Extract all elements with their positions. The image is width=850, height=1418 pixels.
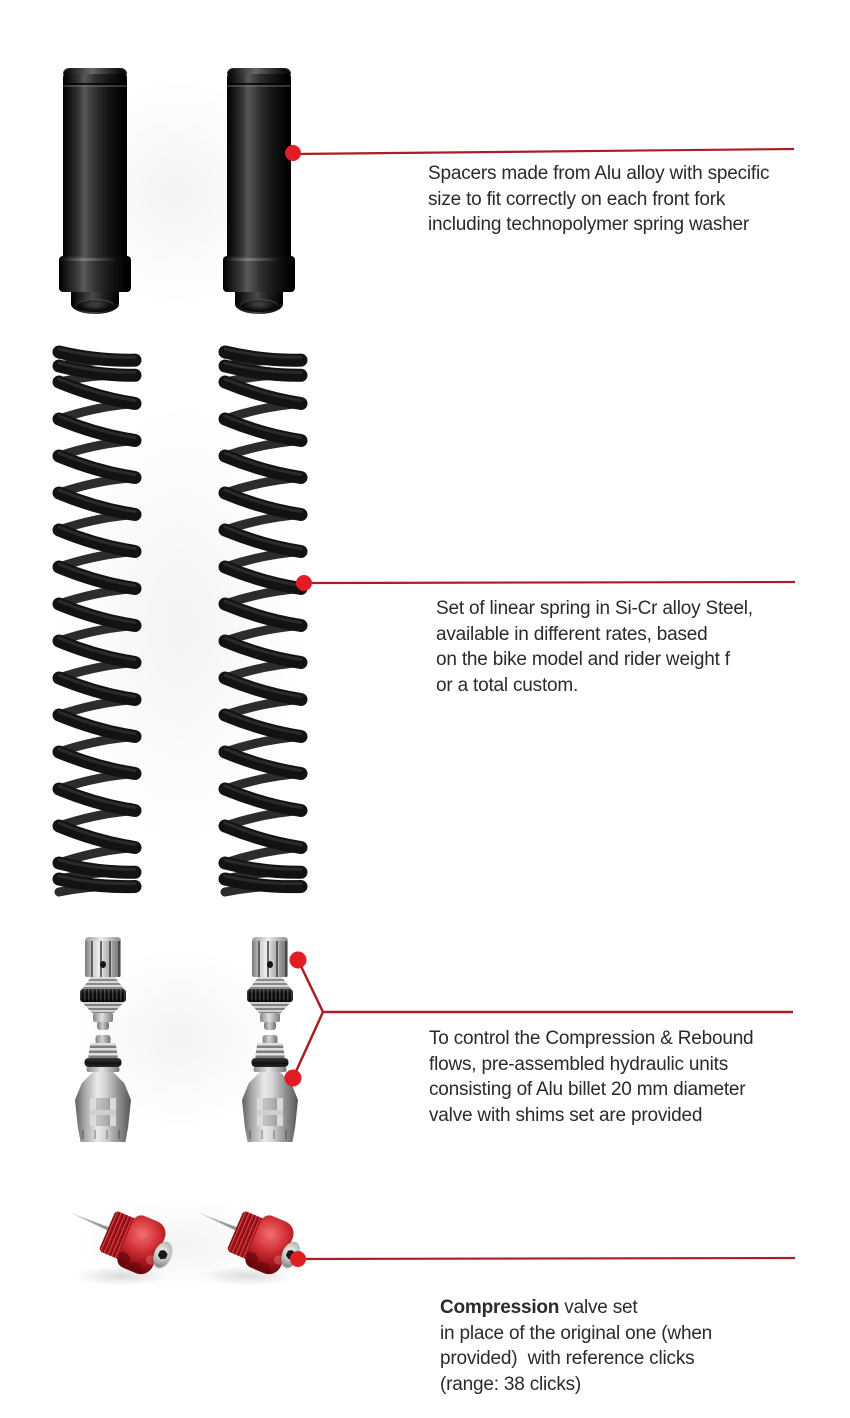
- callout-text-line: Spacers made from Alu alloy with specific: [428, 163, 770, 184]
- callout-text-line: size to fit correctly on each front fork: [428, 188, 726, 210]
- callout-text-line: including technopolymer spring washer: [428, 214, 750, 235]
- callout-text-line: flows, pre-assembled hydraulic units: [429, 1053, 729, 1075]
- callout-text-line: or a total custom.: [436, 674, 579, 696]
- callout-line-compression-valves: [290, 1251, 795, 1267]
- callout-text-compression-valves: [440, 1295, 712, 1397]
- callout-text-line: available in different rates, based: [436, 623, 708, 645]
- callout-text-line: To control the Compression & Rebound: [429, 1028, 754, 1049]
- callout-text-line: in place of the original one (when: [440, 1322, 713, 1344]
- callout-text-spacers: [428, 161, 769, 238]
- callout-text-line-rest: valve set: [559, 1297, 638, 1318]
- callout-text-line: valve with shims set are provided: [429, 1104, 703, 1126]
- callout-text-line: on the bike model and rider weight f: [436, 649, 730, 670]
- callout-line-spacers: [285, 145, 794, 161]
- callout-text-line: [440, 1295, 712, 1321]
- callout-line-springs: [296, 575, 795, 591]
- bold-lead: Compression: [440, 1297, 560, 1318]
- callout-text-line: consisting of Alu billet 20 mm diameter: [429, 1079, 746, 1100]
- callout-text-hydraulic-units: [429, 1026, 753, 1128]
- callout-text-line: (range: 38 clicks): [440, 1373, 582, 1395]
- callout-text-line: provided) with reference clicks: [440, 1348, 695, 1369]
- callout-text-springs: [436, 596, 753, 698]
- callout-text-line: Set of linear spring in Si-Cr alloy Steel,: [436, 598, 753, 619]
